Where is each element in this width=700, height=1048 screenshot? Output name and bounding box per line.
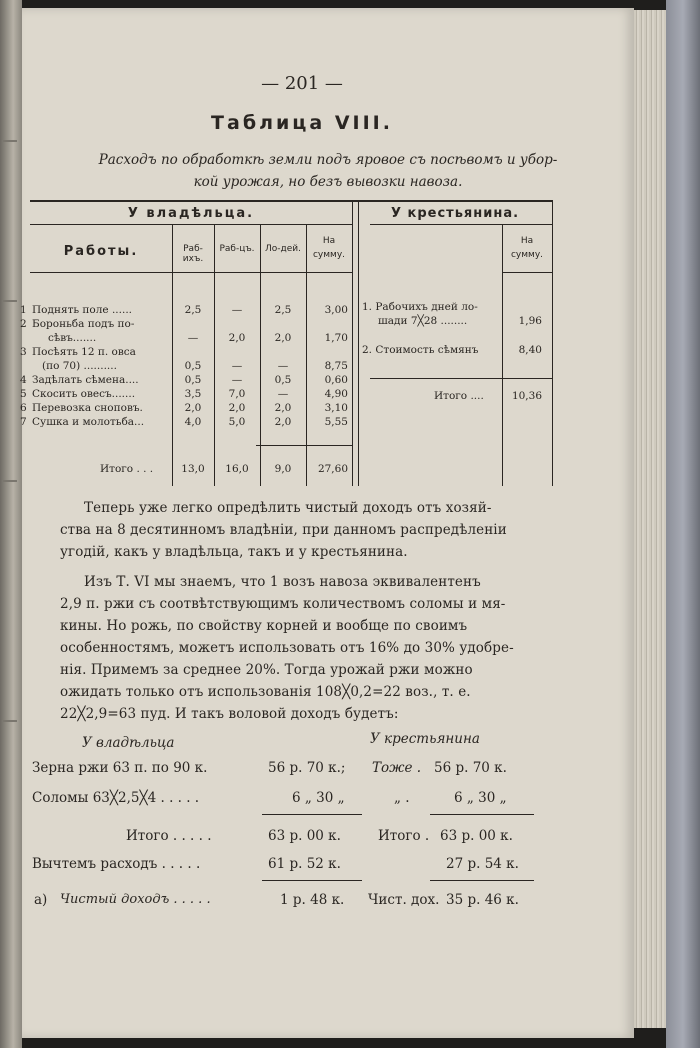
owner-header: У владѣльца. <box>127 206 255 221</box>
cell: 1,70 <box>324 332 348 344</box>
table-col-rule <box>214 224 215 486</box>
cell: 8,40 <box>518 344 542 356</box>
cell: 2,5 <box>184 304 202 316</box>
bleed-mark <box>3 480 17 482</box>
cell: 27,60 <box>317 463 348 475</box>
table-col-rule <box>260 224 261 486</box>
grain-label: Зерна ржи 63 п. по 90 к. <box>32 760 208 776</box>
table-title: Таблица VIII. <box>211 112 393 134</box>
row-label: Скосить овесъ....... <box>32 388 136 400</box>
total-label: Итого . . . <box>100 463 154 475</box>
page-stack-edge <box>634 10 666 1028</box>
cell: 3,00 <box>324 304 348 316</box>
cell: 2,0 <box>274 416 292 428</box>
peasant-heading: У крестьянина <box>370 731 480 747</box>
total-label-peasant: Итого . <box>378 828 430 844</box>
cell: 5,55 <box>324 416 348 428</box>
straw-owner: 6 „ 30 „ <box>292 790 345 806</box>
row-label: Поднять поле ...... <box>32 304 132 316</box>
net-label: Чистый доходъ . . . . . <box>60 892 211 907</box>
expense-peasant: 27 р. 54 к. <box>446 856 519 872</box>
col-header-sum: сумму. <box>312 250 346 260</box>
row-label: Задѣлать сѣмена.... <box>32 374 139 386</box>
total-label: Итого .... <box>434 390 484 402</box>
row-number: 3 <box>20 346 27 358</box>
book-page <box>22 8 634 1038</box>
sum-rule <box>430 880 534 881</box>
straw-ditto: „ . <box>394 790 410 806</box>
cell: 4,0 <box>184 416 202 428</box>
grain-peasant: 56 р. 70 к. <box>434 760 507 776</box>
table-col-rule <box>306 224 307 486</box>
cell: 0,5 <box>184 374 202 386</box>
net-label-peasant: Чист. дох. <box>368 892 440 908</box>
row-number: 2 <box>20 318 27 330</box>
peasant-header: У крестьянина. <box>390 206 520 221</box>
cell: 2,0 <box>274 402 292 414</box>
row-label: шади 7╳28 ........ <box>378 315 468 327</box>
bleed-mark <box>3 720 17 722</box>
row-label: 1. Рабочихъ дней ло- <box>362 301 478 313</box>
table-caption-line: кой урожая, но безъ вывозки навоза. <box>193 174 463 190</box>
row-number: 4 <box>20 374 27 386</box>
table-rule <box>30 272 352 273</box>
total-peasant: 63 р. 00 к. <box>440 828 513 844</box>
cell: 4,90 <box>324 388 348 400</box>
cell: 7,0 <box>228 388 246 400</box>
col-header-sum: На <box>322 236 336 246</box>
row-number: 1 <box>20 304 27 316</box>
paragraph-line: Изъ Т. VI мы знаемъ, что 1 возъ навоза эквивалентенъ <box>84 574 481 590</box>
expense-owner: 61 р. 52 к. <box>268 856 341 872</box>
row-label: Перевозка сноповъ. <box>32 402 143 414</box>
table-rule <box>370 224 552 225</box>
paragraph-line: ства на 8 десятинномъ владѣніи, при данномъ распредѣленіи <box>60 522 507 538</box>
paragraph-line: 2,9 п. ржи съ соотвѣтствующимъ количествомъ соломы и мя- <box>60 596 506 612</box>
straw-label: Соломы 63╳2,5╳4 . . . . . <box>32 790 200 806</box>
cell: 0,5 <box>274 374 292 386</box>
cell: — <box>277 388 289 400</box>
row-number: 5 <box>20 388 27 400</box>
paragraph-line: угодій, какъ у владѣльца, такъ и у крестьянина. <box>60 544 408 560</box>
sum-rule <box>262 814 362 815</box>
cell: — <box>231 360 243 372</box>
straw-peasant: 6 „ 30 „ <box>454 790 507 806</box>
table-rule <box>256 445 352 446</box>
net-prefix: а) <box>34 892 48 908</box>
cell: 3,5 <box>184 388 202 400</box>
cell: 13,0 <box>181 463 205 475</box>
cell: 1,96 <box>518 315 542 327</box>
bleed-mark <box>3 300 17 302</box>
cell: — <box>277 360 289 372</box>
paragraph-line: Теперь уже легко опредѣлить чистый доходъ отъ хозяй- <box>84 500 492 516</box>
bleed-mark <box>3 140 17 142</box>
cell: 2,5 <box>274 304 292 316</box>
grain-owner: 56 р. 70 к.; <box>268 760 346 776</box>
net-peasant: 35 р. 46 к. <box>446 892 519 908</box>
cell: 0,60 <box>324 374 348 386</box>
cell: 2,0 <box>274 332 292 344</box>
book-spine <box>666 0 700 1048</box>
cell: — <box>231 374 243 386</box>
cell: 9,0 <box>274 463 292 475</box>
col-header-female-workers: Раб-цъ. <box>219 244 255 254</box>
row-number: 7 <box>20 416 27 428</box>
paragraph-line: ожидать только отъ использованія 108╳0,2=22 воз., т. е. <box>60 684 471 700</box>
row-label: Посѣять 12 п. овса <box>32 346 136 358</box>
cell: 10,36 <box>511 390 542 402</box>
adjacent-page-edge <box>0 0 22 1048</box>
cell: 2,0 <box>184 402 202 414</box>
total-label: Итого . . . . . <box>126 828 212 844</box>
row-label: Бороньба подъ по- <box>32 318 135 330</box>
cell: 2,0 <box>228 402 246 414</box>
table-col-rule <box>552 200 553 486</box>
paragraph-line: нія. Примемъ за среднее 20%. Тогда урожай ржи можно <box>60 662 473 678</box>
cell: 8,75 <box>324 360 348 372</box>
table-caption-line: Расходъ по обработкѣ земли подъ яровое съ посѣвомъ и убор- <box>98 152 558 168</box>
sum-rule <box>262 880 362 881</box>
page-number: — 201 — <box>261 73 343 94</box>
row-number: 6 <box>20 402 27 414</box>
sum-rule <box>430 814 534 815</box>
table-col-rule <box>352 200 353 486</box>
table-col-rule <box>358 200 359 486</box>
owner-heading: У владѣльца <box>82 735 175 751</box>
cell: 0,5 <box>184 360 202 372</box>
cell: — <box>187 332 199 344</box>
row-label: Сушка и молотьба... <box>32 416 145 428</box>
cell: 16,0 <box>225 463 249 475</box>
col-header-works: Работы. <box>63 244 139 259</box>
table-rule <box>30 224 352 225</box>
peasant-col-header-sum: На <box>520 236 534 246</box>
table-rule <box>370 378 552 379</box>
paragraph-line: 22╳2,9=63 пуд. И такъ воловой доходъ будетъ: <box>60 706 399 722</box>
expense-label: Вычтемъ расходъ . . . . . <box>32 856 201 872</box>
paragraph-line: кины. Но рожь, по свойству корней и вообще по своимъ <box>60 618 468 634</box>
col-header-horses: Ло-дей. <box>265 244 301 254</box>
row-label: сѣвъ....... <box>48 332 97 344</box>
total-owner: 63 р. 00 к. <box>268 828 341 844</box>
cell: — <box>231 304 243 316</box>
cell: 3,10 <box>324 402 348 414</box>
net-owner: 1 р. 48 к. <box>280 892 345 908</box>
col-header-workers: Раб-ихъ. <box>182 244 204 264</box>
cell: 5,0 <box>228 416 246 428</box>
row-label: (по 70) .......... <box>42 360 117 372</box>
paragraph-line: особенностямъ, можетъ использовать отъ 16% до 30% удобре- <box>60 640 514 656</box>
row-label: 2. Стоимость сѣмянъ <box>362 344 479 356</box>
table-rule <box>502 272 552 273</box>
cell: 2,0 <box>228 332 246 344</box>
table-top-rule <box>30 200 552 202</box>
peasant-col-header-sum: сумму. <box>510 250 544 260</box>
grain-same: Тоже . <box>372 760 422 776</box>
